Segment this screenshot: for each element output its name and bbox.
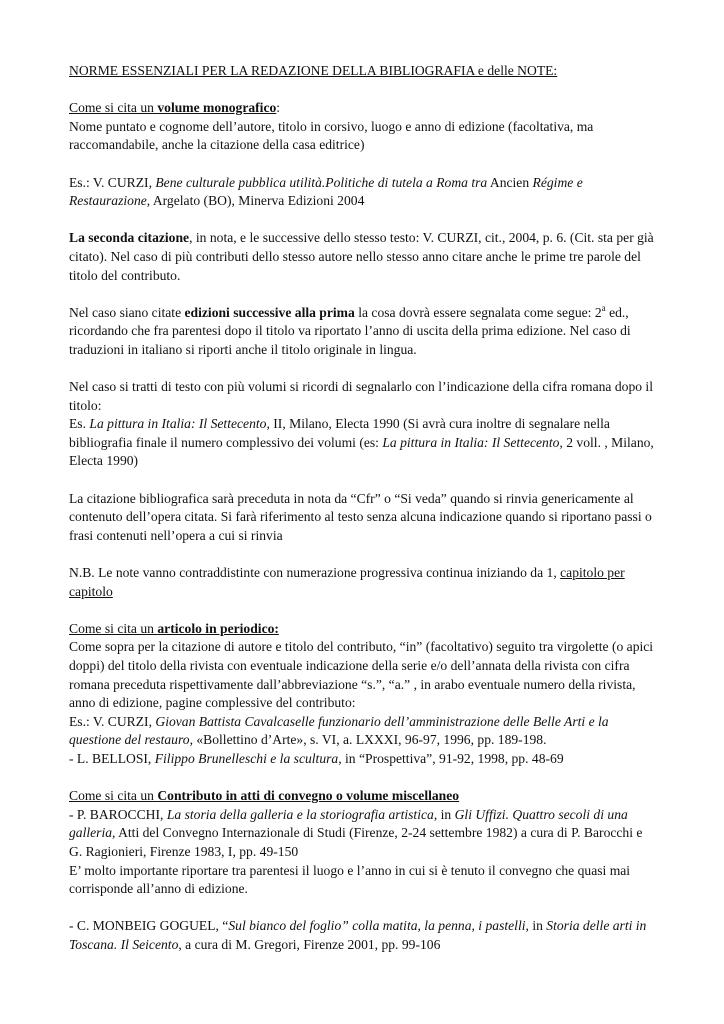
contrib-example-2 — [69, 917, 659, 954]
editions-mid: la cosa dovrà essere segnalata come segue: 2 — [354, 304, 602, 320]
volume-heading-pre: Come si cita un — [69, 100, 158, 116]
multivolume-example — [69, 415, 659, 471]
volume-heading-text — [69, 100, 276, 115]
editions-pre: Nel caso siano citate — [69, 304, 185, 320]
contrib-example-2-in: , in — [525, 918, 547, 934]
volume-example-title-2: Régime e Restaurazione — [69, 174, 583, 209]
editions-paragraph — [69, 304, 659, 360]
article-example-1-author: Es.: V. CURZI, — [69, 713, 156, 729]
contrib-example-1-volume: Gli Uffizi. Quattro secoli di una galleria — [69, 806, 628, 841]
article-example-1-journal: «Bollettino d’Arte», s. VI, a. LXXXI, 96-97, 1996, pp. 189-198. — [192, 732, 547, 748]
document-title — [69, 62, 659, 81]
contrib-heading-text — [69, 788, 459, 803]
second-citation-paragraph — [69, 229, 659, 285]
contrib-example-1-author: - P. BAROCCHI, — [69, 806, 167, 822]
document-title-text: NORME ESSENZIALI PER LA REDAZIONE DELLA BIBLIOGRAFIA e delle NOTE: — [69, 63, 558, 78]
article-example-2 — [69, 750, 659, 769]
contrib-heading — [69, 787, 659, 806]
article-example-2-journal: , in “Prospettiva”, 91-92, 1998, pp. 48-69 — [338, 750, 564, 766]
contrib-example-2-title: Sul bianco del foglio” colla matita, la penna, i pastelli — [228, 918, 526, 934]
article-example-2-author: - L. BELLOSI, — [69, 750, 155, 766]
contrib-example-2-details: , a cura di M. Gregori, Firenze 2001, pp. 99-106 — [178, 936, 441, 952]
article-description: Come sopra per la citazione di autore e titolo del contributo, “in” (facoltativo) seguito tra virgolette (o apici doppi) del titolo della rivista con eventuale indicazione della serie e/o dell’annata della rivista con cifra romana preceduta rispettivamente dall’abbreviazione “s.”, “a.” , in arabo eventuale numero della rivista, anno di edizione, pagine complessive del contributo: — [69, 639, 654, 711]
multivolume-example-mid: II, Milano, Electa 1990 (Si avrà cura inoltre di segnalare nella bibliografia finale il numero complessivo dei volumi (es: — [69, 416, 610, 450]
contrib-example-1-in: , in — [433, 806, 455, 822]
multivolume-example-pre: Es. — [69, 416, 90, 432]
volume-example-author: Es.: V. CURZI, — [69, 174, 156, 190]
volume-heading-colon: : — [276, 100, 281, 116]
contrib-example-2-author: - C. MONBEIG GOGUEL, “ — [69, 918, 229, 934]
second-citation-bold: La seconda citazione — [69, 230, 190, 246]
cfr-paragraph: La citazione bibliografica sarà preceduta in nota da “Cfr” o “Si veda” quando si rinvia genericamente al contenuto dell’opera citata. Si farà riferimento al testo senza alcuna indicazione quando si riportano passi o frasi contenuti nell’opera a cui si rinvia — [69, 490, 652, 543]
second-citation-text: , in nota, e le successive dello stesso testo: V. CURZI, cit., 2004, p. 6. (Cit. sta per già citato). Nel caso di più contributi dello stesso autore nello stesso anno citare anche le prime tre parole del titolo del contributo. — [69, 230, 654, 283]
volume-heading-bold: volume monografico — [157, 100, 277, 116]
contrib-example-1 — [69, 806, 659, 862]
contrib-heading-bold: Contributo in atti di convegno o volume miscellaneo — [157, 788, 460, 804]
nb-underlined: capitolo per capitolo — [69, 565, 625, 599]
editions-post: ed., ricordando che fra parentesi dopo il titolo va riportato l’anno di uscita della prima edizione. Nel caso di traduzioni in italiano si riporti anche il titolo originale in lingua. — [69, 304, 631, 357]
volume-description: Nome puntato e cognome dell’autore, titolo in corsivo, luogo e anno di edizione (facoltativa, ma raccomandabile, anche la citazione della casa editrice) — [69, 118, 594, 153]
multivolume-example-post: 2 voll. , Milano, Electa 1990) — [69, 434, 654, 469]
volume-example — [69, 174, 659, 211]
nb-text: N.B. Le note vanno contraddistinte con numerazione progressiva continua iniziando da 1, — [69, 565, 561, 581]
volume-example-ancien: Ancien — [487, 174, 533, 190]
article-example-1 — [69, 713, 659, 750]
contrib-example-1-details: , Atti del Convegno Internazionale di Studi (Firenze, 2-24 settembre 1982) a cura di P. Barocchi e G. Ragionieri, Firenze 1983, I, pp. 49-150 — [69, 825, 643, 859]
editions-superscript: a — [601, 302, 606, 313]
contrib-example-2-volume: Storia delle arti in Toscana. Il Seicento — [69, 918, 647, 952]
volume-example-title-1: Bene culturale pubblica utilità.Politiche di tutela a Roma tra — [155, 174, 488, 190]
nb-paragraph — [69, 564, 659, 601]
volume-example-publisher: , Argelato (BO), Minerva Edizioni 2004 — [146, 193, 365, 209]
contrib-example-1-title: La storia della galleria e la storiografia artistica — [166, 806, 434, 822]
article-heading-bold: articolo in periodico: — [157, 620, 279, 636]
article-example-2-title: Filippo Brunelleschi e la scultura — [154, 750, 339, 766]
contrib-heading-pre: Come si cita un — [69, 788, 158, 804]
multivolume-example-title-2: La pittura in Italia: Il Settecento, — [382, 434, 563, 450]
contrib-note: E’ molto importante riportare tra parentesi il luogo e l’anno in cui si è tenuto il convegno che quasi mai corrisponde all’anno di edizione. — [69, 862, 631, 897]
volume-heading — [69, 99, 659, 118]
article-heading-pre: Come si cita un — [69, 620, 158, 636]
article-heading-text — [69, 621, 279, 636]
editions-bold: edizioni successive alla prima — [184, 304, 355, 320]
document-page — [69, 62, 659, 973]
multivolume-example-title-1: La pittura in Italia: Il Settecento, — [89, 416, 270, 432]
article-example-1-title: Giovan Battista Cavalcaselle funzionario dell’amministrazione delle Belle Arti e la questione del restauro, — [69, 713, 609, 748]
article-heading — [69, 620, 659, 639]
multivolume-intro: Nel caso si tratti di testo con più volumi si ricordi di segnalarlo con l’indicazione della cifra romana dopo il titolo: — [69, 379, 653, 413]
